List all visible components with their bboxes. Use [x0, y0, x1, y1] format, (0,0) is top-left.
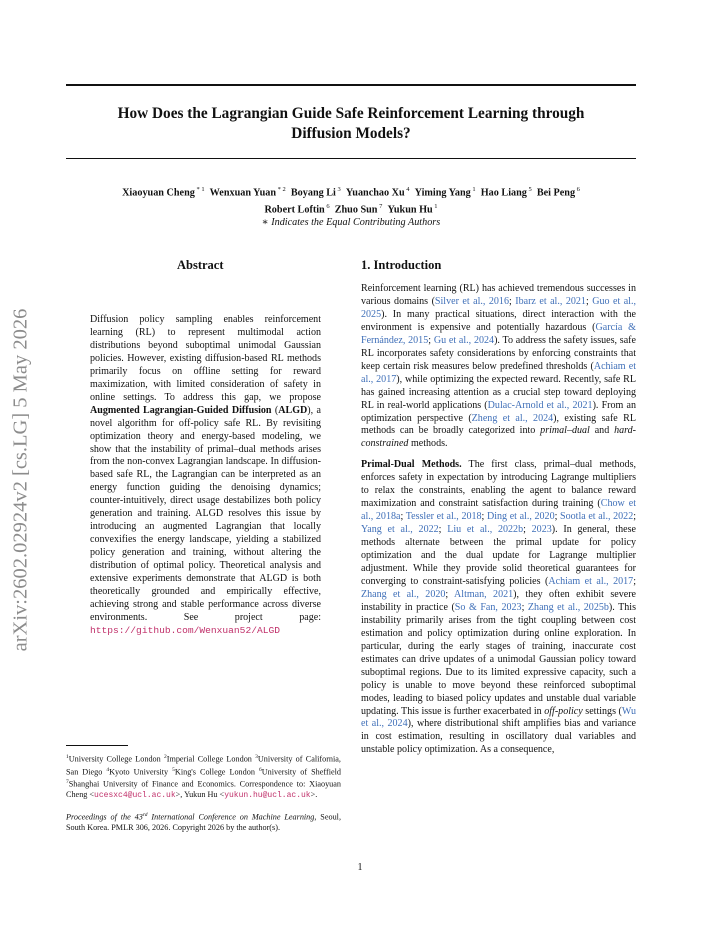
arxiv-identifier-stamp: arXiv:2602.02924v2 [cs.LG] 5 May 2026	[9, 308, 32, 652]
proceedings-note: Proceedings of the 43rd International Conference on Machine Learning, Seoul, South Korea. PMLR 306, 2026. Copyright 2026 by the author(s).	[66, 812, 341, 832]
body-text: ). To address the safety issues, safe RL incorporates safety considerations by enforcing constraints that keep certain risk measures below predefined thresholds (	[361, 334, 636, 372]
body-text: ;	[521, 601, 528, 613]
citation-link[interactable]: Tessler et al., 2018	[405, 511, 482, 523]
citation-link[interactable]: Achiam et al., 2017	[548, 575, 634, 587]
body-text: ;	[633, 511, 637, 523]
author-name: Yiming Yang	[414, 187, 471, 199]
paper-title: How Does the Lagrangian Guide Safe Reinforcement Learning through Diffusion Models?	[117, 105, 585, 142]
title-bottom-rule	[66, 158, 636, 159]
citation-link[interactable]: 2023	[531, 524, 552, 536]
citation-link[interactable]: Zhang et al., 2020	[361, 588, 446, 600]
introduction-paragraph-1	[361, 283, 636, 451]
body-text: ;	[508, 295, 516, 307]
citation-link[interactable]: So & Fan, 2023	[454, 601, 522, 613]
body-text: ). This instability primarily arises from the tight coupling between cost estimation and policy optimization during online exploration. In particular, during the early stages of training, inaccurate cost estimates can drive updates of a unimodal Gaussian policy toward suboptimal regions. Due to its limited expressive capacity, such a policy is unable to move beyond these reinforced suboptimal modes, leading to biased policy updates and unstable dual variable updating. This issue is further exacerbated in	[361, 601, 636, 717]
email-link-cheng[interactable]: ucesxc4@ucl.ac.uk	[94, 791, 176, 801]
author-name: Bei Peng	[536, 187, 576, 199]
author-name: Hao Liang	[480, 187, 527, 199]
citation-link[interactable]: Guo et al., 2025	[361, 295, 636, 320]
citation-link[interactable]: Chow et al., 2018a	[361, 498, 636, 523]
title-top-rule	[66, 84, 636, 86]
body-text: ), while optimizing the expected reward. Recently, safe RL has gained increasing attention as a crucial step toward deploying RL in real-world applications (	[361, 373, 636, 411]
body-text: methods.	[408, 438, 448, 450]
body-text: ). In many practical situations, direct interaction with the environment is expensive and potentially hazardous (	[361, 308, 636, 333]
abstract-heading: Abstract	[177, 258, 224, 272]
body-text: settings (	[582, 705, 622, 717]
author-name: Robert Loftin	[264, 204, 325, 216]
author-name: Yuanchao Xu	[345, 187, 405, 199]
affiliations-footnote: $^1$University College London $^2$Imperial College London $^3$University of California, San Diego $^4$Kyoto University $^5$King's College London $^6$University of Sheffield $^7$Shanghai University of Finance and Economics. Correspondence to: Xiaoyuan Cheng <ucesxc4@ucl.ac.uk>, Yukun Hu <yukun.hu@ucl.ac.uk>.	[66, 754, 341, 801]
author-affiliation-mark: * 1	[194, 186, 205, 193]
introduction-text	[361, 283, 636, 757]
author-affiliation-mark: 6	[575, 186, 580, 193]
author-name: Xiaoyuan Cheng	[122, 187, 195, 199]
citation-link[interactable]: Ding et al., 2020	[486, 511, 555, 523]
body-text: ), where distributional shift amplifies bias and variance in cost estimation, resulting in oscillatory dual variables and unstable policy optimization. As a consequence,	[361, 718, 636, 756]
body-text: ;	[481, 511, 487, 523]
author-list	[66, 183, 636, 217]
emphasis-text: hard-constrained	[361, 425, 637, 450]
body-text: ;	[400, 511, 406, 523]
citation-link[interactable]: Wu et al., 2024	[361, 705, 637, 730]
author-name: Zhuo Sun	[334, 204, 378, 216]
page-number: 1	[357, 862, 363, 873]
author-affiliation-mark: * 2	[276, 186, 286, 193]
author-affiliation-mark: 1	[432, 202, 438, 210]
body-text: ). In general, these methods alternate between the primal update for policy optimization and the dual update for Lagrange multiplier adjustment. While they provide solid theoretical guarantees for converging to constraint-satisfying policies (	[361, 524, 636, 587]
citation-link[interactable]: Achiam et al., 2017	[361, 360, 636, 385]
emphasis-text: off-policy	[544, 705, 583, 717]
citation-link[interactable]: Silver et al., 2016	[434, 295, 509, 307]
body-text: ), they often exhibit severe instability in practice (	[361, 588, 637, 613]
body-text: Reinforcement learning (RL) has achieved tremendous successes in various domains (	[361, 283, 636, 307]
author-affiliation-mark: 4	[404, 186, 410, 193]
equal-contribution-note: ∗ Indicates the Equal Contributing Authors	[261, 217, 441, 228]
footnote-rule	[66, 745, 128, 746]
paragraph-run-in-heading: Primal-Dual Methods.	[361, 459, 462, 471]
body-text: ;	[428, 334, 434, 346]
citation-link[interactable]: Dulac-Arnold et al., 2021	[487, 399, 593, 411]
citation-link[interactable]: Liu et al., 2022b	[447, 524, 524, 536]
project-page-link[interactable]: https://github.com/Wenxuan52/ALGD	[90, 624, 280, 636]
author-affiliation-mark: 5	[526, 186, 532, 193]
citation-link[interactable]: Zhang et al., 2025b	[527, 601, 609, 613]
citation-link[interactable]: Ibarz et al., 2021	[515, 295, 586, 307]
email-link-hu[interactable]: yukun.hu@ucl.ac.uk	[224, 791, 311, 801]
body-text: and	[589, 425, 615, 437]
body-text: ). From an optimization perspective (	[361, 399, 637, 424]
emphasis-text: primal–dual	[540, 425, 590, 437]
author-name: Yukun Hu	[387, 204, 433, 216]
citation-link[interactable]: Zheng et al., 2024	[471, 412, 554, 424]
introduction-heading: 1. Introduction	[361, 258, 442, 272]
introduction-paragraph-2	[361, 459, 636, 757]
body-text: ;	[585, 295, 593, 307]
citation-link[interactable]: Yang et al., 2022	[361, 524, 439, 536]
author-name: Wenxuan Yuan	[209, 187, 277, 199]
citation-link[interactable]: Altman, 2021	[454, 588, 514, 600]
body-text: ;	[633, 575, 636, 587]
author-name: Boyang Li	[290, 187, 336, 199]
citation-link[interactable]: Sootla et al., 2022	[560, 511, 634, 523]
author-affiliation-mark: 6	[324, 202, 330, 210]
body-text: ;	[554, 511, 561, 523]
abstract-text: Diffusion policy sampling enables reinforcement learning (RL) to represent multimodal action distributions beyond suboptimal unimodal Gaussian policies. However, existing diffusion-based RL methods primarily focus on offline setting for reward maximization, with limited consideration of safety in online settings. To address this gap, we propose Augmented Lagrangian-Guided Diffusion (ALGD), a novel algorithm for off-policy safe RL. By revisiting optimization theory and energy-based modeling, we show that the instability of primal–dual methods arises from the non-convex Lagrangian landscape. In diffusion-based safe RL, the Lagrangian can be interpreted as an energy function guiding the denoising dynamics; counter-intuitively, direct usage destabilizes both policy generation and training. ALGD resolves this issue by introducing an augmented Lagrangian that locally convexifies the energy landscape, yielding a stabilized policy generation and training, without altering the distribution of optimal policy. Theoretical analysis and extensive experiments demonstrate that ALGD is both theoretically grounded and empirically effective, achieving strong and stable performance across diverse environments. See project page: https://github.com/Wenxuan52/ALGD	[90, 314, 321, 636]
citation-link[interactable]: Gu et al., 2024	[433, 334, 495, 346]
author-affiliation-mark: 1	[470, 186, 476, 193]
body-text: ;	[523, 524, 532, 536]
body-text: ), existing safe RL methods can be broadly categorized into	[361, 412, 637, 437]
citation-link[interactable]: García & Fernández, 2015	[361, 321, 636, 346]
author-affiliation-mark: 7	[377, 202, 383, 210]
body-text: The first class, primal–dual methods, enforces safety in expectation by introducing Lagrange multipliers to relax the constraints, enabling the agent to balance reward maximization and constraint satisfaction during training (	[361, 459, 636, 510]
body-text: ;	[438, 524, 448, 536]
body-text: ;	[445, 588, 455, 600]
author-affiliation-mark: 3	[335, 186, 341, 193]
